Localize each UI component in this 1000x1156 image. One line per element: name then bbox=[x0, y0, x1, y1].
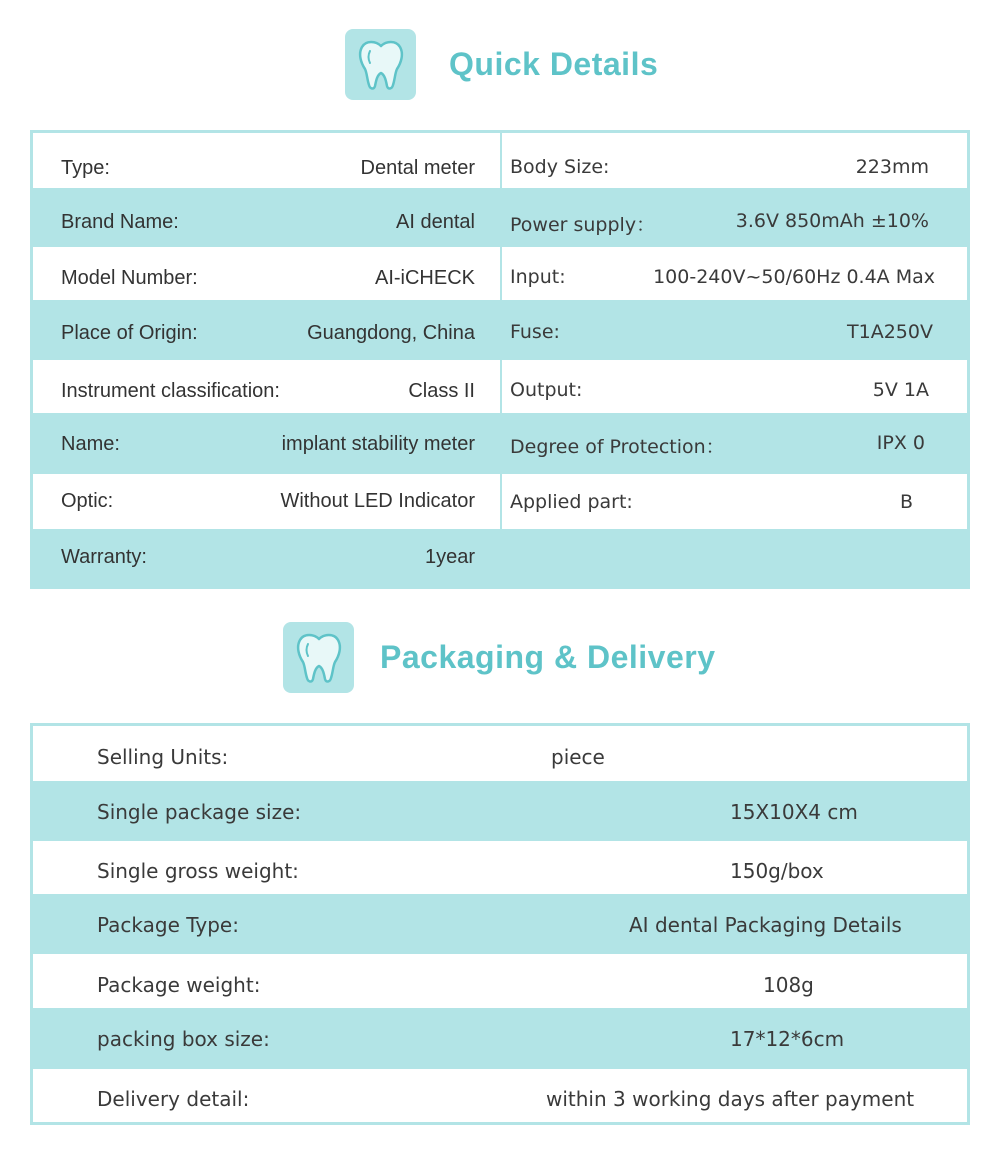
row-value: implant stability meter bbox=[281, 433, 475, 455]
row-value: 150g/box bbox=[730, 859, 824, 883]
table-row bbox=[33, 954, 967, 1008]
table-row bbox=[33, 1069, 967, 1122]
tooth-icon bbox=[345, 29, 416, 100]
packaging-header bbox=[283, 622, 715, 693]
table-row bbox=[33, 841, 967, 894]
row-value: 5V 1A bbox=[872, 379, 929, 401]
row-label: Place of Origin: bbox=[61, 322, 198, 344]
row-value: Class II bbox=[408, 380, 475, 402]
quick-details-header bbox=[345, 29, 658, 100]
table-row bbox=[33, 781, 967, 841]
table-row bbox=[33, 1008, 967, 1069]
row-label: Output: bbox=[510, 379, 583, 401]
row-label: Body Size: bbox=[510, 156, 610, 178]
row-value: Without LED Indicator bbox=[280, 490, 475, 512]
row-label: packing box size: bbox=[97, 1027, 270, 1051]
row-value: 17*12*6cm bbox=[730, 1027, 845, 1051]
row-value: 100-240V~50/60Hz 0.4A Max bbox=[653, 266, 935, 288]
table-row bbox=[33, 894, 967, 954]
row-label: Instrument classification: bbox=[61, 380, 280, 402]
row-label: Type: bbox=[61, 157, 110, 179]
row-value: Guangdong, China bbox=[307, 322, 475, 344]
row-value: 15X10X4 cm bbox=[730, 800, 858, 824]
tooth-icon bbox=[283, 622, 354, 693]
row-value: IPX 0 bbox=[876, 432, 925, 454]
section-title: Packaging & Delivery bbox=[380, 639, 716, 675]
packaging-table bbox=[30, 723, 970, 1125]
row-label: Power supply： bbox=[510, 214, 656, 236]
table-row bbox=[33, 726, 967, 781]
row-value: AI dental bbox=[396, 211, 475, 233]
column-divider bbox=[500, 133, 502, 586]
row-label: Fuse: bbox=[510, 321, 560, 343]
row-value: 3.6V 850mAh ±10% bbox=[735, 210, 929, 232]
row-value: AI-iCHECK bbox=[374, 267, 475, 289]
row-value: 223mm bbox=[855, 156, 929, 178]
quick-details-table bbox=[30, 130, 970, 589]
row-label: Selling Units: bbox=[97, 745, 229, 769]
row-value: T1A250V bbox=[847, 321, 933, 343]
row-label: Delivery detail: bbox=[97, 1087, 250, 1111]
row-value: 1year bbox=[424, 546, 475, 568]
row-value: B bbox=[899, 491, 913, 513]
row-label: Input: bbox=[510, 266, 566, 288]
row-label: Applied part: bbox=[510, 491, 633, 513]
row-value: AI dental Packaging Details bbox=[629, 913, 902, 937]
row-label: Warranty: bbox=[61, 546, 147, 568]
row-label: Brand Name: bbox=[61, 211, 179, 233]
row-label: Name: bbox=[61, 433, 120, 455]
row-value: piece bbox=[551, 745, 605, 769]
row-label: Model Number: bbox=[61, 267, 198, 289]
row-label: Package Type: bbox=[97, 913, 239, 937]
row-value: Dental meter bbox=[360, 157, 475, 179]
row-label: Single gross weight: bbox=[97, 859, 299, 883]
section-title: Quick Details bbox=[449, 46, 659, 82]
row-label: Optic: bbox=[61, 490, 114, 512]
row-label: Package weight: bbox=[97, 973, 261, 997]
row-value: within 3 working days after payment bbox=[546, 1087, 915, 1111]
row-value: 108g bbox=[763, 973, 814, 997]
row-label: Degree of Protection： bbox=[510, 436, 725, 458]
row-label: Single package size: bbox=[97, 800, 302, 824]
